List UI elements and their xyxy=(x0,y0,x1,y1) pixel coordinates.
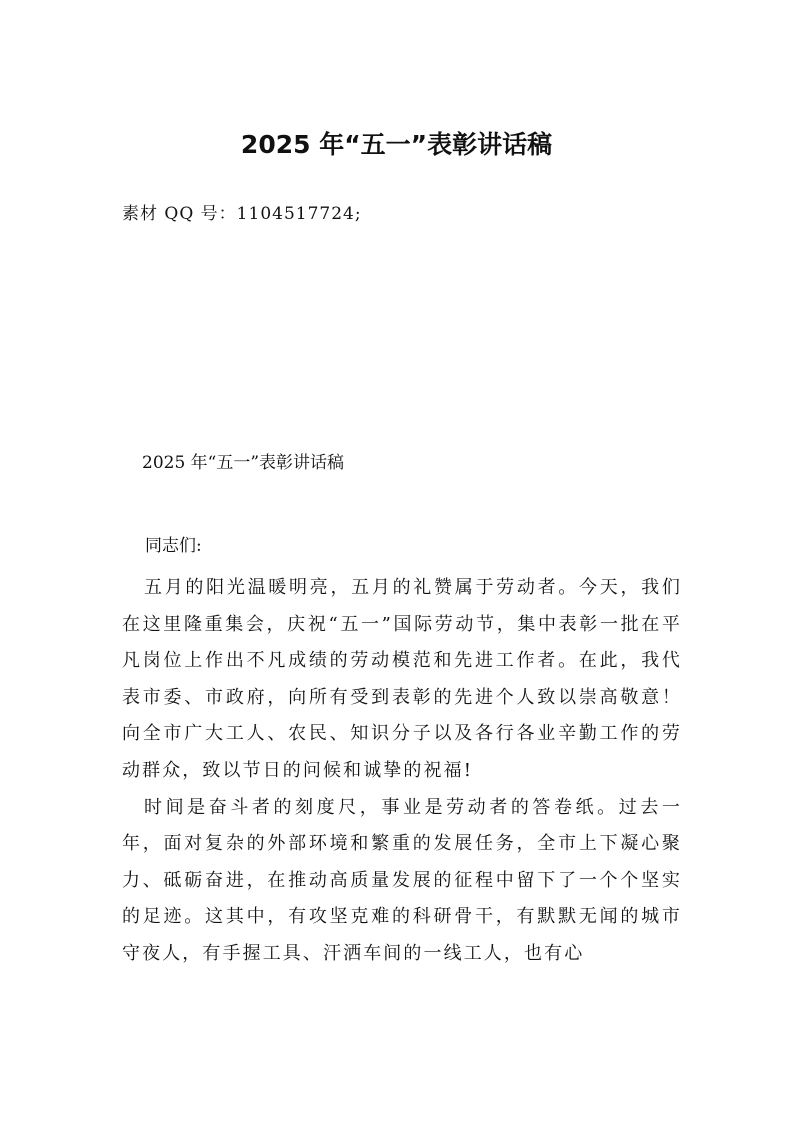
source-line: 素材 QQ 号：1104517724; xyxy=(122,204,362,224)
document-subtitle: 2025 年“五一”表彰讲话稿 xyxy=(142,453,345,473)
body-text xyxy=(122,570,682,973)
paragraph: 时间是奋斗者的刻度尺，事业是劳动者的答卷纸。过去一年，面对复杂的外部环境和繁重的发展任务，全市上下凝心聚力、砥砺奋进，在推动高质量发展的征程中留下了一个个坚实的足迹。这其中，有攻坚克难的科研骨干，有默默无闻的城市守夜人，有手握工具、汗洒车间的一线工人，也有心 xyxy=(122,796,682,964)
salutation: 同志们: xyxy=(145,536,202,556)
paragraph: 五月的阳光温暖明亮，五月的礼赞属于劳动者。今天，我们在这里隆重集会，庆祝“五一”国际劳动节，集中表彰一批在平凡岗位上作出不凡成绩的劳动模范和先进工作者。在此，我代表市委、市政府，向所有受到表彰的先进个人致以崇高敬意！向全市广大工人、农民、知识分子以及各行各业辛勤工作的劳动群众，致以节日的问候和诚挚的祝福! xyxy=(122,577,682,781)
page-title: 2025 年“五一”表彰讲话稿 xyxy=(240,130,553,159)
